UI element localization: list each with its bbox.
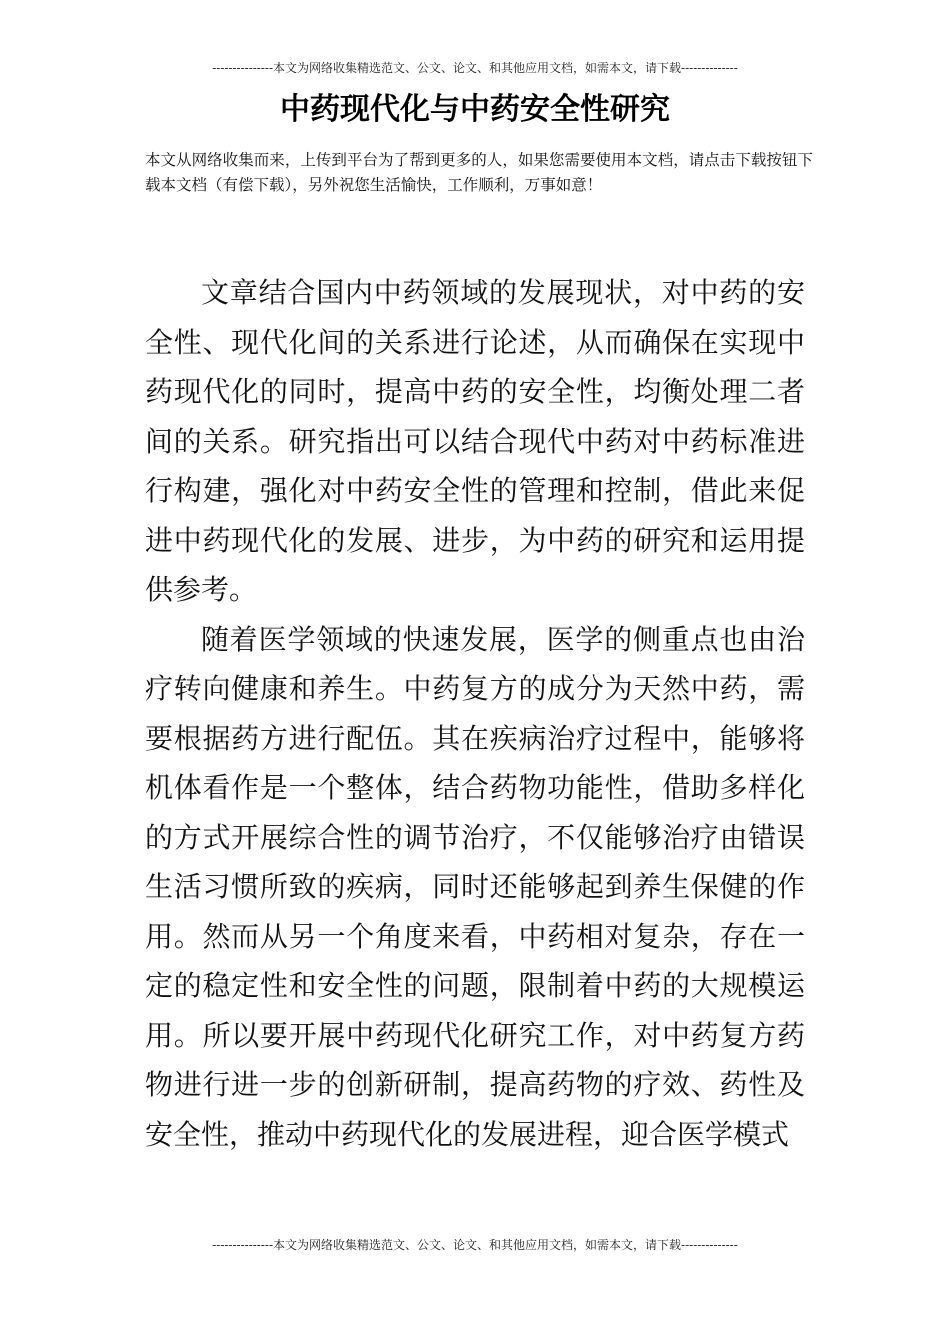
download-notice: 本文从网络收集而来，上传到平台为了帮到更多的人，如果您需要使用本文档，请点击下载按钮下载本文档（有偿下载），另外祝您生活愉快，工作顺利，万事如意！ <box>145 151 813 194</box>
body-paragraph-1: 文章结合国内中药领域的发展现状，对中药的安全性、现代化间的关系进行论述，从而确保在实现中药现代化的同时，提高中药的安全性，均衡处理二者间的关系。研究指出可以结合现代中药对中药标准进行构建，强化对中药安全性的管理和控制，借此来促进中药现代化的发展、进步，为中药的研究和运用提供参考。 <box>145 276 805 606</box>
document-body <box>145 268 805 1159</box>
footer-banner: ---------------本文为网络收集精选范文、公文、论文、和其他应用文档，如需本文，请下载-------------- <box>212 1238 738 1252</box>
body-paragraph-2: 随着医学领域的快速发展，医学的侧重点也由治疗转向健康和养生。中药复方的成分为天然中药，需要根据药方进行配伍。其在疾病治疗过程中，能够将机体看作是一个整体，结合药物功能性，借助多样化的方式开展综合性的调节治疗，不仅能够治疗由错误生活习惯所致的疾病，同时还能够起到养生保健的作用。然而从另一个角度来看，中药相对复杂，存在一定的稳定性和安全性的问题，限制着中药的大规模运用。所以要开展中药现代化研究工作，对中药复方药物进行进一步的创新研制，提高药物的疗效、药性及安全性，推动中药现代化的发展进程，迎合医学模式 <box>145 622 805 1151</box>
document-title: 中药现代化与中药安全性研究 <box>280 92 670 127</box>
header-banner: ---------------本文为网络收集精选范文、公文、论文、和其他应用文档，如需本文，请下载-------------- <box>212 61 738 75</box>
